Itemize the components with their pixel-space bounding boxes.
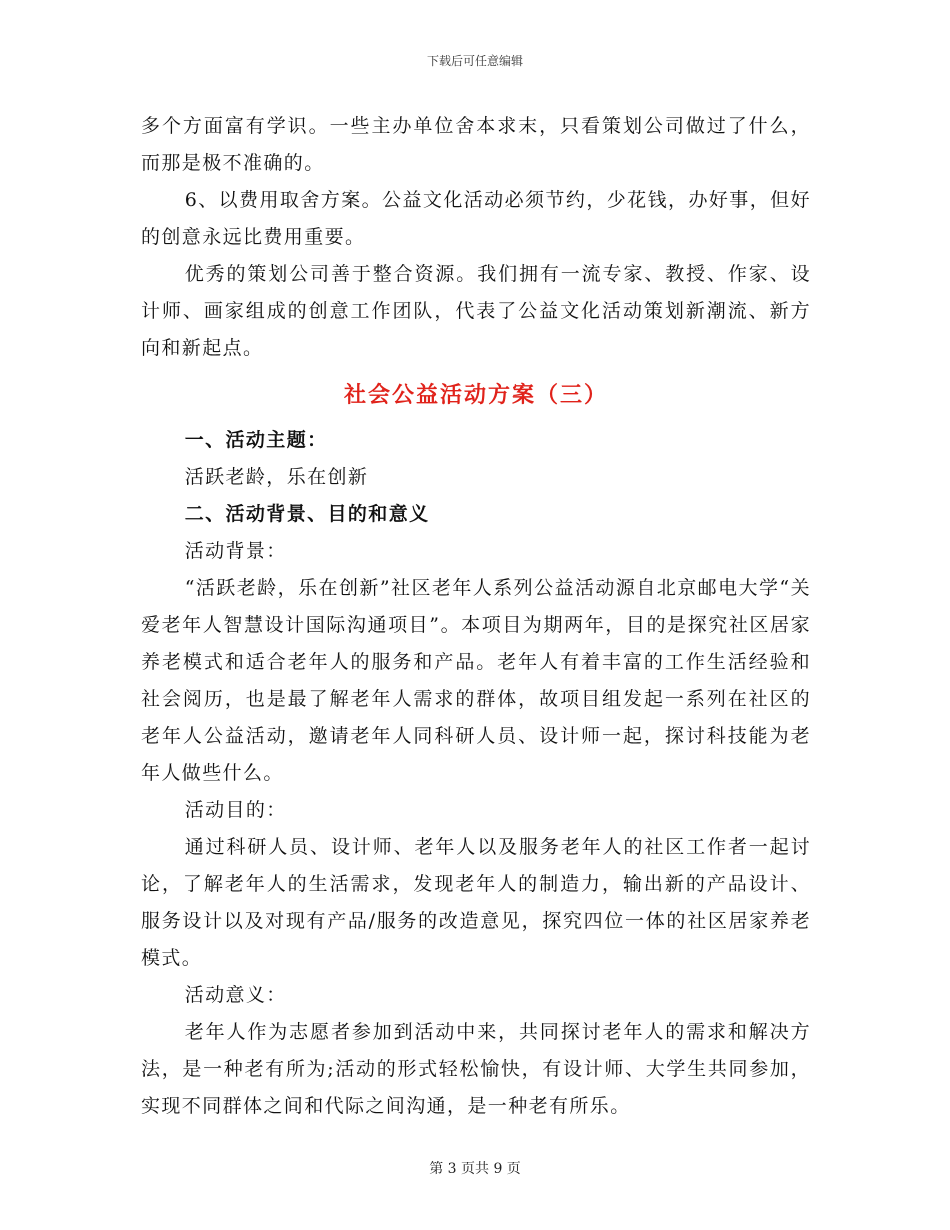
subheading: 活动意义： (184, 984, 287, 1006)
section-title: 社会公益活动方案（三） (343, 382, 608, 408)
paragraph: 6、以费用取舍方案。公益文化活动必须节约，少花钱，办好事，但好的创意永远比费用重要。 (141, 189, 811, 248)
subheading: 活动背景： (184, 540, 287, 562)
paragraph: “活跃老龄，乐在创新”社区老年人系列公益活动源自北京邮电大学“关爱老年人智慧设计国际沟通项目”。本项目为期两年，目的是探究社区居家养老模式和适合老年人的服务和产品。老年人有着丰富的工作生活经验和社会阅历，也是最了解老年人需求的群体，故项目组发起一系列在社区的老年人公益活动，邀请老年人同科研人员、设计师一起，探讨科技能为老年人做些什么。 (141, 577, 811, 784)
paragraph: 优秀的策划公司善于整合资源。我们拥有一流专家、教授、作家、设计师、画家组成的创意工作团队，代表了公益文化活动策划新潮流、新方向和新起点。 (141, 263, 811, 359)
paragraph: 通过科研人员、设计师、老年人以及服务老年人的社区工作者一起讨论，了解老年人的生活需求，发现老年人的制造力，输出新的产品设计、服务设计以及对现有产品/服务的改造意见，探究四位一体的社区居家养老模式。 (141, 836, 811, 969)
document-body (141, 108, 811, 1125)
paragraph: 多个方面富有学识。一些主办单位舍本求末，只看策划公司做过了什么，而那是极不准确的。 (141, 115, 811, 174)
paragraph: 活跃老龄，乐在创新 (184, 466, 369, 488)
page-header: 下载后可任意编辑 (426, 54, 523, 68)
paragraph: 老年人作为志愿者参加到活动中来，共同探讨老年人的需求和解决方法，是一种老有所为;活动的形式轻松愉快，有设计师、大学生共同参加，实现不同群体之间和代际之间沟通，是一种老有所乐。 (141, 1021, 811, 1117)
section-heading: 二、活动背景、目的和意义 (184, 503, 430, 525)
section-heading: 一、活动主题： (184, 429, 328, 451)
subheading: 活动目的： (184, 799, 287, 821)
page-footer: 第 3 页共 9 页 (429, 1161, 521, 1177)
